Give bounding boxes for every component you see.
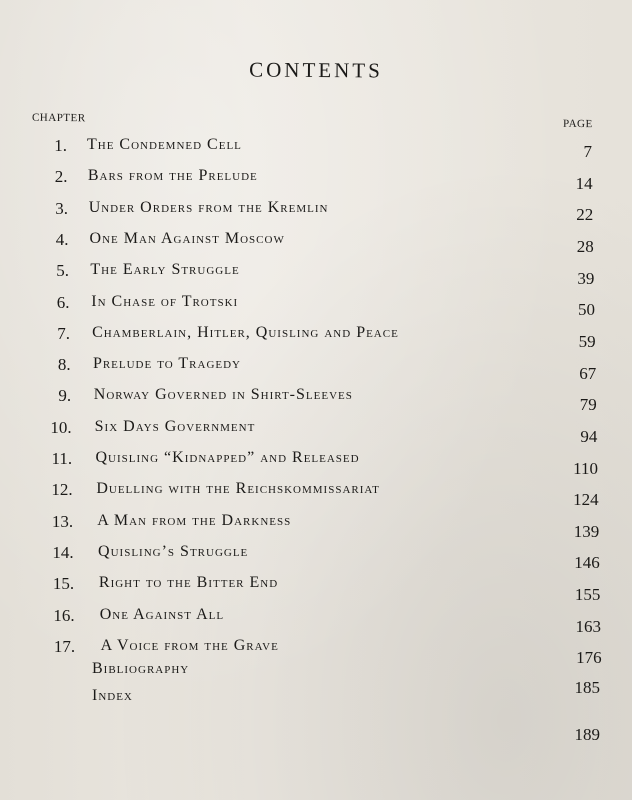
chapter-number: 14.: [52, 542, 74, 562]
back-matter-title: Bibliography: [92, 660, 190, 677]
chapter-title: A Voice from the Grave: [100, 636, 279, 654]
chapter-title: Prelude to Tragedy: [92, 355, 241, 373]
page-number: 59: [578, 331, 596, 351]
toc-entry: [0, 199, 632, 229]
chapter-title: The Early Struggle: [90, 261, 240, 279]
chapter-number: 17.: [53, 636, 76, 656]
chapter-number: 15.: [52, 574, 75, 594]
toc-entry: [0, 261, 632, 291]
chapter-number: 7.: [57, 323, 71, 343]
chapter-number: 13.: [51, 511, 74, 531]
chapter-number: 4.: [55, 229, 69, 249]
page-number: 146: [574, 553, 600, 573]
chapter-number: 12.: [51, 480, 73, 500]
page-number: 7: [583, 142, 592, 161]
toc-entry: [0, 512, 632, 542]
toc-entry: [0, 324, 632, 354]
page-number: 189: [574, 725, 600, 744]
page-number: 124: [573, 490, 599, 510]
chapter-number: 16.: [53, 605, 75, 625]
chapter-title: Quisling “Kidnapped” and Released: [95, 449, 360, 466]
page-number: 67: [579, 363, 597, 383]
chapter-title: Duelling with the Reichskommissariat: [96, 480, 380, 498]
toc-entry: [0, 136, 632, 166]
page-column-label: PAGE: [562, 117, 593, 131]
page-number: 176: [576, 648, 602, 668]
toc-entry: [0, 543, 632, 573]
toc-entry-index: [0, 687, 632, 744]
toc-entry: [0, 167, 632, 197]
chapter-title: One Against All: [99, 605, 225, 623]
toc-entry: [0, 355, 632, 385]
chapter-title: One Man Against Moscow: [89, 229, 285, 247]
page-number: 50: [578, 300, 595, 320]
back-matter-title: Index: [92, 687, 133, 704]
chapter-title: Six Days Government: [94, 417, 256, 435]
chapter-title: Right to the Bitter End: [98, 574, 279, 592]
chapter-title: The Condemned Cell: [87, 136, 242, 153]
chapter-title: Bars from the Prelude: [87, 167, 258, 185]
page-number: 163: [575, 616, 601, 636]
page-number: 28: [576, 236, 594, 256]
page-number: 155: [574, 585, 601, 605]
chapter-title: A Man from the Darkness: [97, 511, 292, 529]
chapter-number: 3.: [55, 198, 69, 218]
page-number: 39: [577, 268, 595, 288]
toc-entry: [0, 606, 632, 636]
chapter-number: 2.: [54, 167, 68, 187]
toc-entry: [0, 230, 632, 260]
page-number: 94: [580, 426, 598, 446]
toc-entry: [0, 480, 632, 510]
chapter-title: Chamberlain, Hitler, Quisling and Peace: [92, 323, 399, 341]
page-number: 14: [575, 173, 593, 193]
page-number: 22: [576, 205, 594, 225]
chapter-column-label: CHAPTER: [31, 111, 86, 125]
chapter-number: 10.: [50, 417, 72, 437]
chapter-title: Under Orders from the Kremlin: [88, 198, 329, 216]
chapter-number: 1.: [54, 136, 67, 155]
page-number: 139: [573, 521, 600, 541]
chapter-title: Norway Governed in Shirt-Sleeves: [93, 386, 353, 404]
chapter-number: 11.: [51, 449, 73, 468]
toc-entry: [0, 449, 632, 479]
chapter-title: Quisling’s Struggle: [98, 542, 249, 560]
chapter-number: 9.: [58, 386, 72, 406]
toc-entry: [0, 386, 632, 416]
page-number: 185: [574, 678, 600, 697]
toc-entry: [0, 418, 632, 448]
toc-entry: [0, 574, 632, 604]
page-title: CONTENTS: [249, 57, 383, 83]
chapter-title: In Chase of Trotski: [91, 292, 239, 310]
chapter-number: 8.: [57, 355, 71, 375]
toc-entry: [0, 293, 632, 323]
page-number: 79: [579, 395, 597, 415]
chapter-number: 6.: [56, 292, 70, 312]
chapter-number: 5.: [56, 261, 70, 281]
page-number: 110: [573, 458, 598, 478]
